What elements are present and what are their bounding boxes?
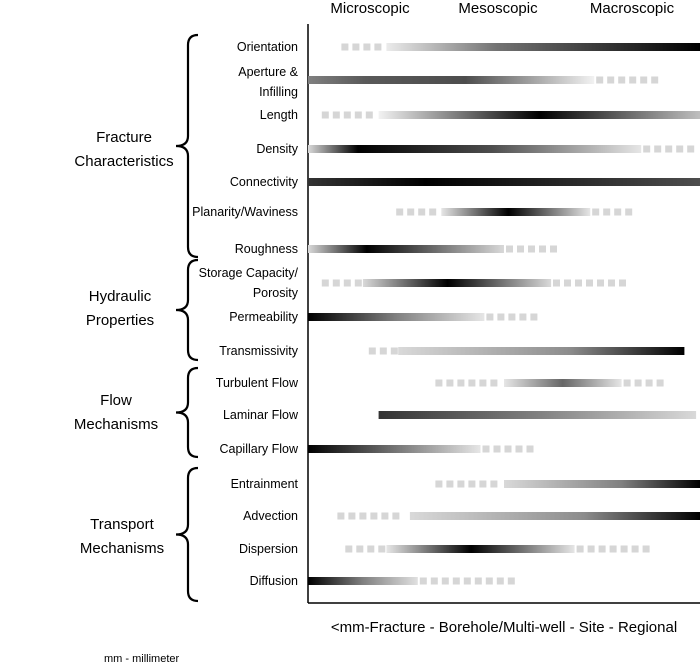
dotted-segment (337, 513, 399, 520)
dot-mark (381, 513, 388, 520)
dot-mark (588, 546, 595, 553)
row-3 (260, 108, 700, 122)
group-label-line: Transport (90, 516, 154, 533)
dot-mark (665, 146, 672, 153)
gradient-bar (308, 313, 484, 321)
dot-mark (494, 446, 501, 453)
gradient-bar (410, 512, 700, 520)
dot-mark (575, 280, 582, 287)
dotted-segment (592, 209, 632, 216)
dot-mark (632, 546, 639, 553)
dot-mark (506, 246, 513, 253)
dot-mark (508, 578, 515, 585)
gradient-bar (379, 111, 700, 119)
dot-mark (599, 546, 606, 553)
dot-mark (356, 546, 363, 553)
dot-mark (643, 546, 650, 553)
scale-header-microscopic: Microscopic (330, 0, 410, 17)
dot-mark (418, 209, 425, 216)
dot-mark (453, 578, 460, 585)
row-label: Advection (243, 509, 298, 523)
row-10 (219, 344, 684, 358)
dot-mark (380, 348, 387, 355)
dot-mark (468, 380, 475, 387)
dot-mark (345, 546, 352, 553)
row-label: Entrainment (230, 477, 298, 491)
dot-mark (344, 280, 351, 287)
dotted-segment (486, 314, 537, 321)
row-5 (230, 175, 700, 189)
dot-mark (624, 380, 631, 387)
row-15 (243, 509, 700, 523)
dot-mark (490, 380, 497, 387)
dot-mark (391, 348, 398, 355)
row-label: Length (259, 108, 298, 122)
dot-mark (610, 546, 617, 553)
row-4 (256, 142, 694, 156)
dot-mark (429, 209, 436, 216)
gradient-bar (504, 480, 700, 488)
scale-header-macroscopic: Macroscopic (589, 0, 675, 17)
dot-mark (619, 280, 626, 287)
dot-mark (464, 578, 471, 585)
dot-mark (344, 112, 351, 119)
dot-mark (490, 481, 497, 488)
gradient-bar (441, 208, 590, 216)
dot-mark (483, 446, 490, 453)
row-label: Diffusion (249, 574, 298, 588)
row-label: Infilling (259, 85, 298, 99)
row-2 (238, 65, 658, 99)
dot-mark (348, 513, 355, 520)
dot-mark (446, 481, 453, 488)
dot-mark (517, 246, 524, 253)
dot-mark (435, 481, 442, 488)
dot-mark (407, 209, 414, 216)
row-14 (231, 477, 700, 491)
dot-mark (530, 314, 537, 321)
gradient-bar (398, 347, 684, 355)
dot-mark (614, 209, 621, 216)
dot-mark (396, 209, 403, 216)
row-label: Roughness (234, 242, 298, 256)
row-11 (216, 376, 664, 390)
dot-mark (486, 314, 493, 321)
group-hydraulic-brace (176, 260, 198, 360)
dot-mark (643, 146, 650, 153)
dot-mark (564, 280, 571, 287)
group-labels (74, 129, 174, 557)
dot-mark (367, 546, 374, 553)
group-label-line: Hydraulic (88, 288, 152, 305)
dotted-segment (643, 146, 694, 153)
dot-mark (333, 280, 340, 287)
dot-mark (355, 112, 362, 119)
dotted-segment (624, 380, 664, 387)
dotted-segment (483, 446, 534, 453)
dot-mark (333, 112, 340, 119)
dot-mark (519, 314, 526, 321)
dot-mark (586, 280, 593, 287)
row-label: Capillary Flow (219, 442, 298, 456)
group-label-line: Characteristics (74, 153, 174, 170)
row-9 (229, 310, 537, 324)
row-17 (250, 574, 515, 588)
dot-mark (596, 77, 603, 84)
gradient-bar (363, 279, 551, 287)
gradient-bar (308, 245, 504, 253)
group-fracture-brace (176, 35, 198, 257)
dot-mark (420, 578, 427, 585)
gradient-bar (308, 145, 641, 153)
row-8 (199, 266, 626, 300)
dot-mark (550, 246, 557, 253)
dot-mark (497, 314, 504, 321)
dot-mark (625, 209, 632, 216)
dot-mark (621, 546, 628, 553)
row-label: Transmissivity (219, 344, 298, 358)
group-fracture (74, 129, 173, 170)
dot-mark (468, 481, 475, 488)
dot-mark (687, 146, 694, 153)
scale-header-mesoscopic: Mesoscopic (458, 0, 538, 17)
group-flow (74, 392, 158, 433)
dotted-segment (577, 546, 650, 553)
dot-mark (516, 446, 523, 453)
row-label: Turbulent Flow (215, 376, 298, 390)
dot-mark (508, 314, 515, 321)
dot-mark (341, 44, 348, 51)
row-label: Orientation (236, 40, 298, 54)
group-label-line: Mechanisms (79, 540, 165, 557)
row-label: Density (256, 142, 298, 156)
dot-mark (337, 513, 344, 520)
dot-mark (370, 513, 377, 520)
row-13 (220, 442, 534, 456)
row-label: Planarity/Waviness (192, 205, 298, 219)
dot-mark (369, 348, 376, 355)
dot-mark (676, 146, 683, 153)
dot-mark (378, 546, 385, 553)
dot-mark (654, 146, 661, 153)
group-braces (176, 35, 198, 601)
row-12 (223, 408, 696, 422)
dot-mark (479, 481, 486, 488)
dot-mark (635, 380, 642, 387)
dotted-segment (506, 246, 557, 253)
dotted-segment (345, 546, 385, 553)
dot-mark (475, 578, 482, 585)
row-label: Dispersion (238, 542, 298, 556)
dot-mark (431, 578, 438, 585)
group-label-line: Fracture (96, 129, 152, 146)
gradient-bar (379, 411, 696, 419)
dot-mark (577, 546, 584, 553)
row-6 (192, 205, 632, 219)
row-16 (239, 542, 650, 556)
dot-mark (608, 280, 615, 287)
dotted-segment (553, 280, 626, 287)
dotted-segment (369, 348, 398, 355)
dotted-segment (435, 481, 497, 488)
gradient-bar (308, 76, 594, 84)
gradient-bar (504, 379, 622, 387)
group-flow-brace (176, 368, 198, 457)
axis-caption: <mm-Fracture - Borehole/Multi-well - Site - Regional (330, 619, 678, 636)
dot-mark (597, 280, 604, 287)
row-label: Porosity (252, 286, 298, 300)
row-1 (237, 40, 700, 54)
dot-mark (435, 380, 442, 387)
dot-mark (539, 246, 546, 253)
dot-mark (528, 246, 535, 253)
group-hydraulic (86, 288, 154, 329)
dotted-segment (435, 380, 497, 387)
dot-mark (442, 578, 449, 585)
dot-mark (457, 380, 464, 387)
dot-mark (355, 280, 362, 287)
row-label: Permeability (229, 310, 298, 324)
dot-mark (392, 513, 399, 520)
dot-mark (592, 209, 599, 216)
dot-mark (457, 481, 464, 488)
dot-mark (363, 44, 370, 51)
attribute-rows (192, 40, 700, 588)
dot-mark (505, 446, 512, 453)
group-label-line: Properties (85, 312, 155, 329)
dot-mark (657, 380, 664, 387)
gradient-bar (308, 178, 700, 186)
group-transport (80, 516, 164, 557)
dot-mark (446, 380, 453, 387)
dot-mark (366, 112, 373, 119)
gradient-bar (386, 545, 574, 553)
dotted-segment (322, 280, 362, 287)
dot-mark (553, 280, 560, 287)
dot-mark (607, 77, 614, 84)
row-label: Aperture & (238, 65, 298, 79)
row-label: Storage Capacity/ (198, 266, 298, 280)
row-label: Laminar Flow (222, 408, 298, 422)
dot-mark (629, 77, 636, 84)
dot-mark (479, 380, 486, 387)
dot-mark (497, 578, 504, 585)
dotted-segment (341, 44, 381, 51)
dot-mark (486, 578, 493, 585)
gradient-bar (308, 577, 418, 585)
dotted-segment (396, 209, 436, 216)
dotted-segment (420, 578, 515, 585)
gradient-bar (386, 43, 700, 51)
dotted-segment (596, 77, 658, 84)
row-label: Connectivity (229, 175, 298, 189)
dot-mark (646, 380, 653, 387)
dot-mark (359, 513, 366, 520)
group-transport-brace (176, 468, 198, 601)
dot-mark (322, 280, 329, 287)
row-7 (235, 242, 557, 256)
dot-mark (374, 44, 381, 51)
dot-mark (322, 112, 329, 119)
dot-mark (527, 446, 534, 453)
gradient-bar (308, 445, 481, 453)
dot-mark (651, 77, 658, 84)
group-label-line: Mechanisms (73, 416, 159, 433)
dotted-segment (322, 112, 373, 119)
footnote: mm - millimeter (104, 653, 180, 664)
dot-mark (603, 209, 610, 216)
group-label-line: Flow (100, 392, 132, 409)
dot-mark (352, 44, 359, 51)
dot-mark (640, 77, 647, 84)
dot-mark (618, 77, 625, 84)
